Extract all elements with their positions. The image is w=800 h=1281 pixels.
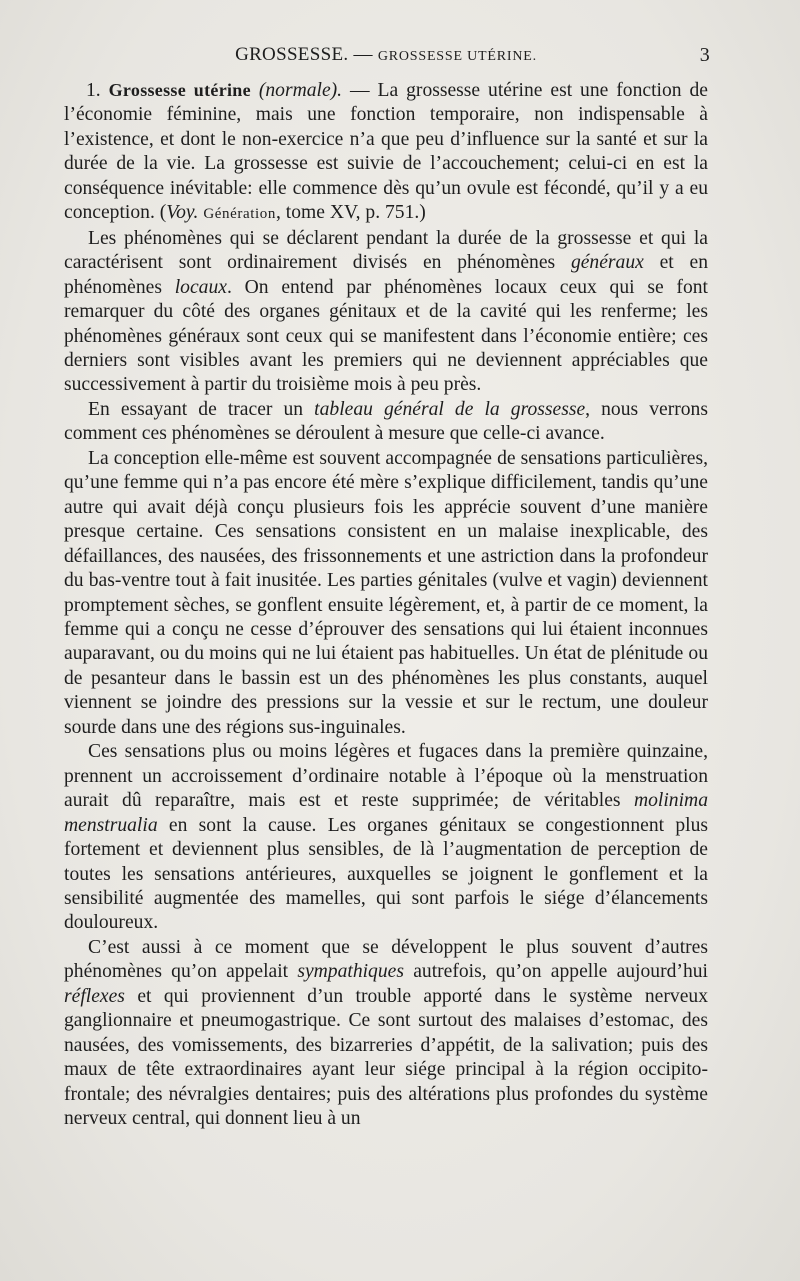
paragraph-2 xyxy=(64,227,708,398)
italic-term: réflexes xyxy=(64,985,125,1007)
section-number: 1. xyxy=(86,80,101,101)
running-header xyxy=(64,44,708,74)
paragraph-text: En essayant de tracer un xyxy=(88,398,315,420)
paragraph-6 xyxy=(64,936,708,1132)
paragraph-1 xyxy=(64,78,708,227)
italic-term: généraux xyxy=(570,252,644,274)
paragraph-text: autrefois, qu’on appelle aujourd’hui xyxy=(403,961,708,983)
paragraph-text: en sont la cause. Les organes génitaux se congestionnent plus fortement et deviennent plus sensibles, de là l’augmentation de perception de toutes les sensations antérieures, auxquelles se joignent le gonflement et la sensibilité augmentée des mamelles, qui sont parfois le siége d’élancements douloureux. xyxy=(64,814,708,934)
running-title-sub: GROSSESSE UTÉRINE. xyxy=(377,49,537,64)
italic-term: locaux xyxy=(174,276,227,298)
italic-term: sympathiques xyxy=(297,961,404,983)
paragraph-text: — La grossesse utérine est une fonction de l’économie féminine, mais une fonction temporaire, non indispensable à l’existence, et dont le non-exercice n’a que peu d’influence sur la santé et sur la durée de la vie. La grossesse est suivie de l’accouchement; celui-ci en est la conséquence inévitable: elle commence dès qu’un ovule est fécondé, qu’il y a eu conception. ( xyxy=(64,80,708,224)
running-title-main: GROSSESSE. — xyxy=(235,44,373,65)
paragraph-text: et qui proviennent d’un trouble apporté dans le système nerveux ganglionnaire et pneumogastrique. Ce sont surtout des malaises d’estomac, des nausées, des vomissements, des bizarreries d’appétit, de la salivation; puis des maux de tête extraordinaires ayant leur siége principal à la région occipito-frontale; des névralgies dentaires; puis des altérations plus profondes du système nerveux central, qui donnent lieu à un xyxy=(64,985,708,1130)
page-body xyxy=(64,78,708,1131)
paragraph-5 xyxy=(64,740,708,936)
cross-reference-voy: Voy. xyxy=(166,202,199,224)
paragraph-text: C’est aussi à ce moment que se développent le plus souvent d’autres phénomènes qu’on appelait xyxy=(64,936,708,983)
paragraph-3 xyxy=(64,398,708,447)
paragraph-text: Les phénomènes qui se déclarent pendant la durée de la grossesse et qui la caractérisent sont ordinairement divisés en phénomènes xyxy=(64,227,708,274)
cross-reference-title: Génération xyxy=(203,206,276,223)
paragraph-4: La conception elle-même est souvent accompagnée de sensations particulières, qu’une femme qui n’a pas encore été mère s’explique difficilement, tandis qu’une autre qui avait déjà conçu plusieurs fois les apprécie souvent d’une manière presque certaine. Ces sensations consistent en un malaise inexplicable, des défaillances, des nausées, des frissonnements et une astriction dans la profondeur du bas-ventre tout à fait inusitée. Les parties génitales (vulve et vagin) deviennent promptement sèches, se gonflent ensuite légèrement, et, à partir de ce moment, la femme qui a conçu ne cesse d’éprouver des sensations qui lui étaient inconnues auparavant, ou du moins qui ne lui étaient pas habituelles. Un état de plénitude ou de pesanteur dans le bassin est un des phénomènes les plus constants, auquel viennent se joindre des pressions sur la vessie et sur le rectum, une douleur sourde dans une des régions sus-inguinales. xyxy=(64,447,708,738)
paragraph-text: . On entend par phénomènes locaux ceux qui se font remarquer du côté des organes génitaux et de la cavité qui les renferme; les phénomènes généraux sont ceux qui se manifestent dans l’économie entière; ces derniers sont visibles avant les premiers qui ne deviennent appréciables que successivement à partir du troisième mois à peu près. xyxy=(64,276,708,396)
paragraph-text: , nous verrons comment ces phénomènes se déroulent à mesure que celle-ci avance. xyxy=(64,398,708,445)
section-heading: Grossesse utérine xyxy=(108,80,251,100)
paragraph-text: et en phénomènes xyxy=(64,252,708,298)
italic-term: tableau général de la grossesse xyxy=(314,398,586,420)
italic-term: molinima menstrualia xyxy=(64,790,708,836)
paragraph-text: Ces sensations plus ou moins légères et fugaces dans la première quinzaine, prennent un accroissement d’ordinaire notable à l’époque où la menstruation aurait dû reparaître, mais est et reste supprimée; de véritables xyxy=(64,741,708,812)
page-number: 3 xyxy=(699,44,710,66)
paragraph-text: , tome XV, p. 751.) xyxy=(275,202,426,224)
section-heading-note: (normale). xyxy=(258,80,343,101)
